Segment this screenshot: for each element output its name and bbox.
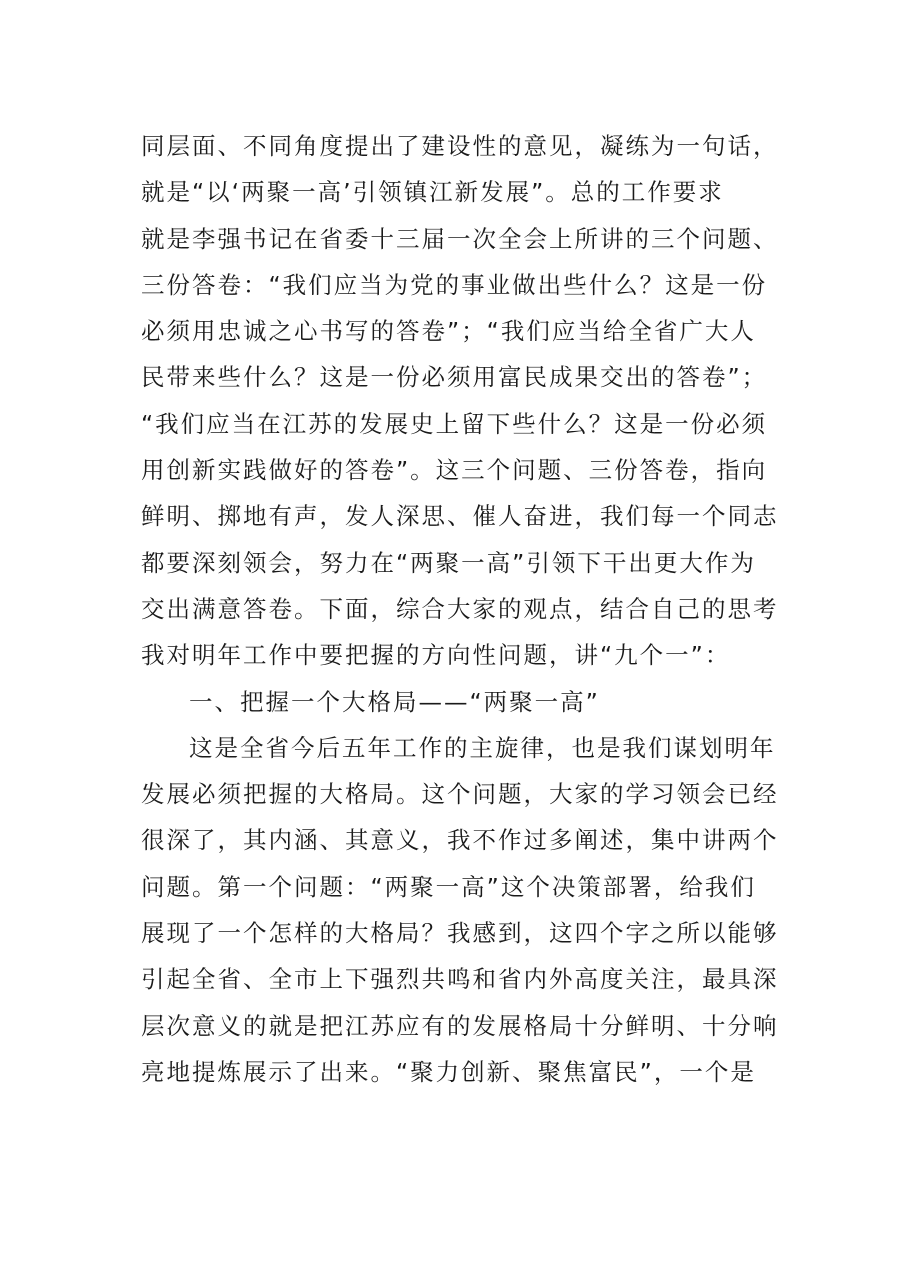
text-line: 发展必须把握的大格局。这个问题，大家的学习领会已经 — [141, 780, 779, 809]
text-line: “我们应当在江苏的发展史上留下些什么？这是一份必须 — [141, 409, 768, 438]
text-line: 亮地提炼展示了出来。“聚力创新、聚焦富民”，一个是 — [141, 1057, 756, 1086]
text-line: 必须用忠诚之心书写的答卷”；“我们应当给全省广大人 — [141, 317, 756, 346]
text-line: 三份答卷：“我们应当为党的事业做出些什么？这是一份 — [141, 270, 768, 299]
text-line: 交出满意答卷。下面，综合大家的观点，结合自己的思考 — [141, 594, 779, 623]
document-body — [141, 123, 781, 1095]
text-line: 层次意义的就是把江苏应有的发展格局十分鲜明、十分响 — [141, 1011, 779, 1040]
text-line: 就是“以‘两聚一高’引领镇江新发展”。总的工作要求 — [141, 178, 724, 207]
paragraph-first-line: 这是全省今后五年工作的主旋律，也是我们谋划明年 — [189, 733, 776, 762]
text-line: 同层面、不同角度提出了建设性的意见，凝练为一句话， — [141, 132, 779, 160]
text-line: 就是李强书记在省委十三届一次全会上所讲的三个问题、 — [141, 224, 779, 253]
text-line: 引起全省、全市上下强烈共鸣和省内外高度关注，最具深 — [141, 965, 779, 994]
text-line: 很深了，其内涵、其意义，我不作过多阐述，集中讲两个 — [141, 826, 779, 855]
text-line: 用创新实践做好的答卷”。这三个问题、三份答卷，指向 — [141, 456, 768, 485]
text-line: 我对明年工作中要把握的方向性问题，讲“九个一”： — [141, 641, 731, 670]
text-line: 鲜明、掷地有声，发人深思、催人奋进，我们每一个同志 — [141, 502, 779, 531]
paragraph-first-line: 一、把握一个大格局——“两聚一高” — [189, 687, 600, 716]
text-line: 都要深刻领会，努力在“两聚一高”引领下干出更大作为 — [141, 548, 756, 577]
text-line: 展现了一个怎样的大格局？我感到，这四个字之所以能够 — [141, 919, 779, 948]
text-line: 问题。第一个问题：“两聚一高”这个决策部署，给我们 — [141, 872, 756, 901]
text-line: 民带来些什么？这是一份必须用富民成果交出的答卷”； — [141, 363, 768, 392]
